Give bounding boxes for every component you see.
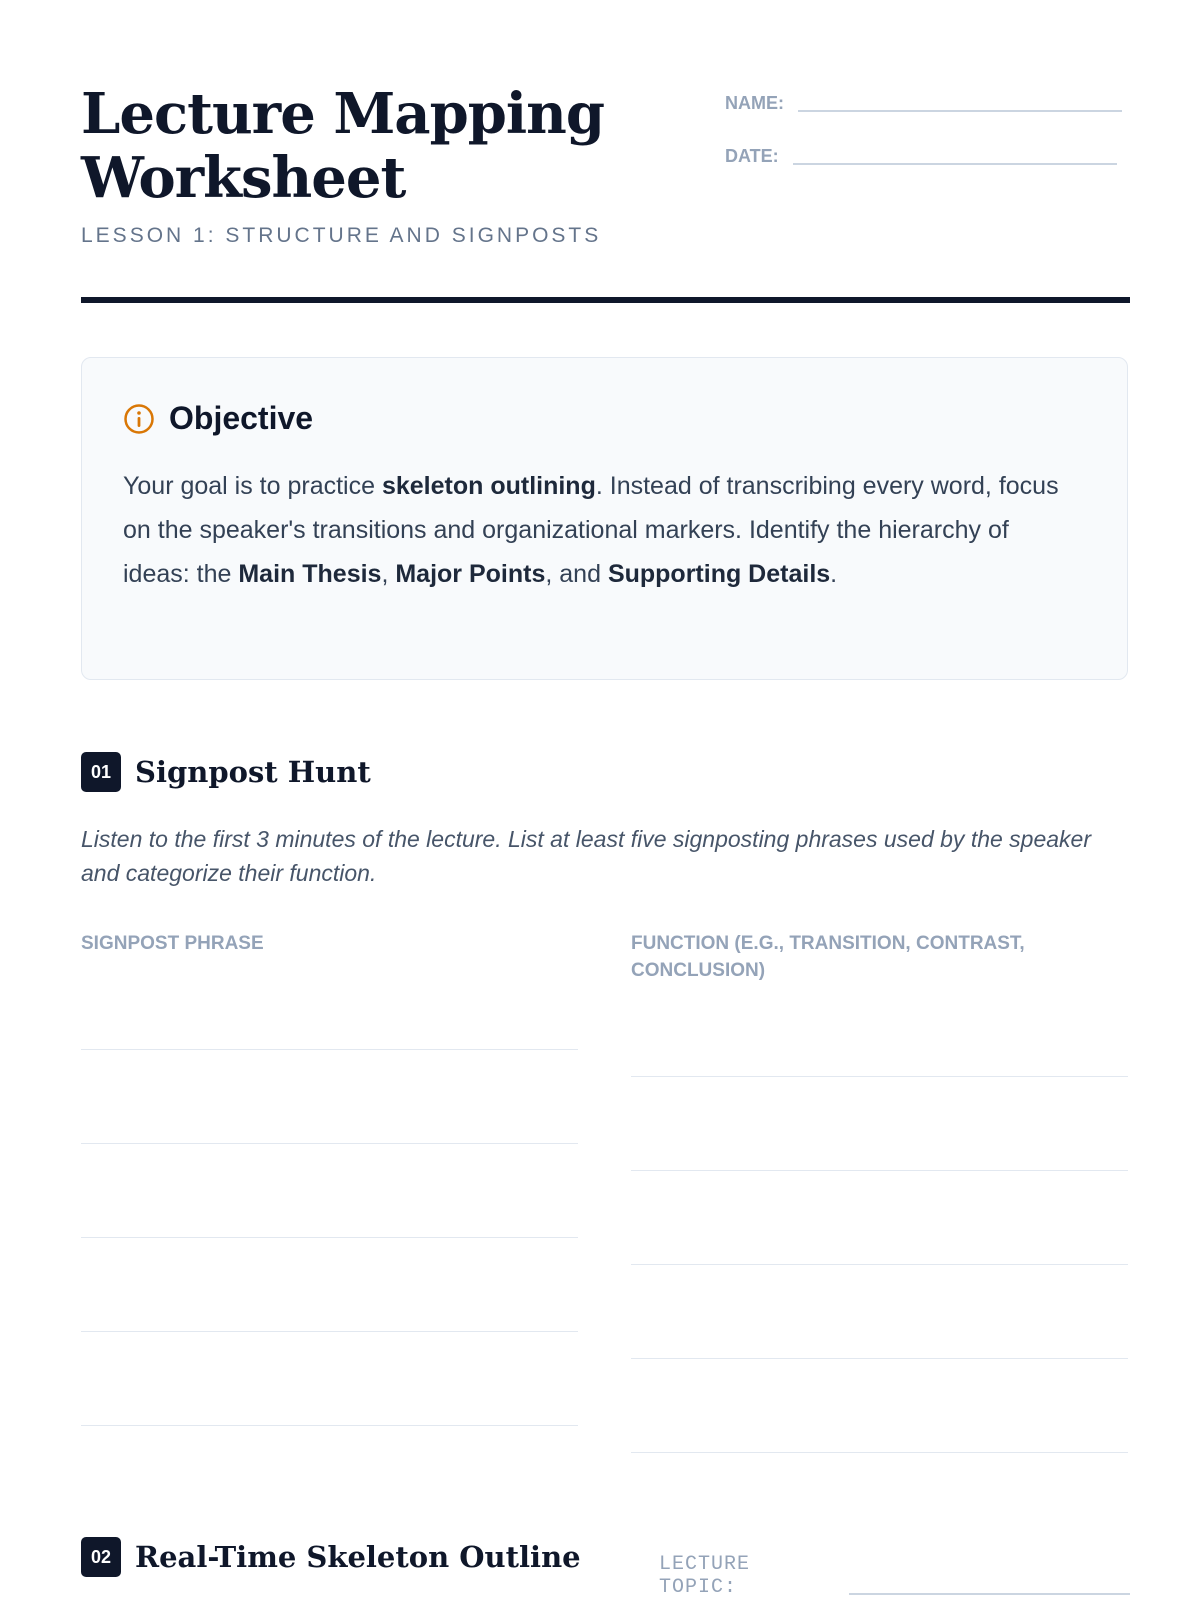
objective-emphasis: Major Points [395, 560, 546, 588]
function-write-line[interactable] [631, 1358, 1128, 1359]
objective-text-part: . [830, 560, 838, 588]
worksheet-page [81, 0, 1130, 1600]
date-field [725, 137, 1117, 167]
function-write-line[interactable] [631, 1076, 1128, 1077]
name-label: NAME: [725, 93, 784, 113]
section-header-signpost-hunt [81, 752, 371, 792]
name-write-line[interactable] [798, 110, 1122, 112]
function-write-line[interactable] [631, 1452, 1128, 1453]
objective-emphasis: skeleton outlining [381, 472, 596, 500]
phrase-write-line[interactable] [81, 1143, 578, 1144]
objective-title: Objective [169, 400, 314, 436]
lecture-topic-field [659, 1553, 1130, 1599]
function-write-line[interactable] [631, 1170, 1128, 1171]
objective-text [123, 464, 1063, 596]
section-title: Real-Time Skeleton Outline [135, 1540, 581, 1574]
lecture-topic-label: LECTURE TOPIC: [659, 1553, 751, 1599]
info-circle-icon [123, 403, 155, 435]
phrase-write-line[interactable] [81, 1049, 578, 1050]
page-title: Lecture Mapping Worksheet [81, 81, 605, 211]
objective-header [123, 400, 313, 437]
objective-text-part: . Instead of transcribing every word, focus on the speaker's transitions and organizational markers. Identify the hierarchy of ideas: the [123, 472, 1059, 588]
objective-emphasis: Supporting Details [607, 560, 831, 588]
section-number-badge: 01 [81, 752, 121, 792]
function-write-line[interactable] [631, 1264, 1128, 1265]
objective-text-part: , and [545, 560, 608, 588]
date-write-line[interactable] [793, 163, 1117, 165]
lesson-subtitle: LESSON 1: STRUCTURE AND SIGNPOSTS [81, 224, 602, 247]
name-field [725, 84, 1122, 114]
objective-text-part: , [381, 560, 396, 588]
phrase-write-line[interactable] [81, 1425, 578, 1426]
objective-text-part: Your goal is to practice [123, 472, 382, 500]
date-label: DATE: [725, 146, 779, 166]
objective-box [81, 357, 1128, 680]
section-title: Signpost Hunt [135, 755, 371, 789]
header-divider [81, 297, 1130, 303]
column-header-signpost-phrase: SIGNPOST PHRASE [81, 933, 264, 954]
objective-emphasis: Main Thesis [238, 560, 382, 588]
section-number-badge: 02 [81, 1537, 121, 1577]
phrase-write-line[interactable] [81, 1331, 578, 1332]
section-header-skeleton-outline [81, 1537, 581, 1577]
column-header-function: FUNCTION (E.G., TRANSITION, CONTRAST, CONCLUSION) [631, 933, 1025, 981]
phrase-write-line[interactable] [81, 1237, 578, 1238]
section-instructions: Listen to the first 3 minutes of the lecture. List at least five signposting phrases used by the speaker and categorize their function. [81, 826, 1092, 886]
lecture-topic-write-line[interactable] [849, 1593, 1130, 1595]
